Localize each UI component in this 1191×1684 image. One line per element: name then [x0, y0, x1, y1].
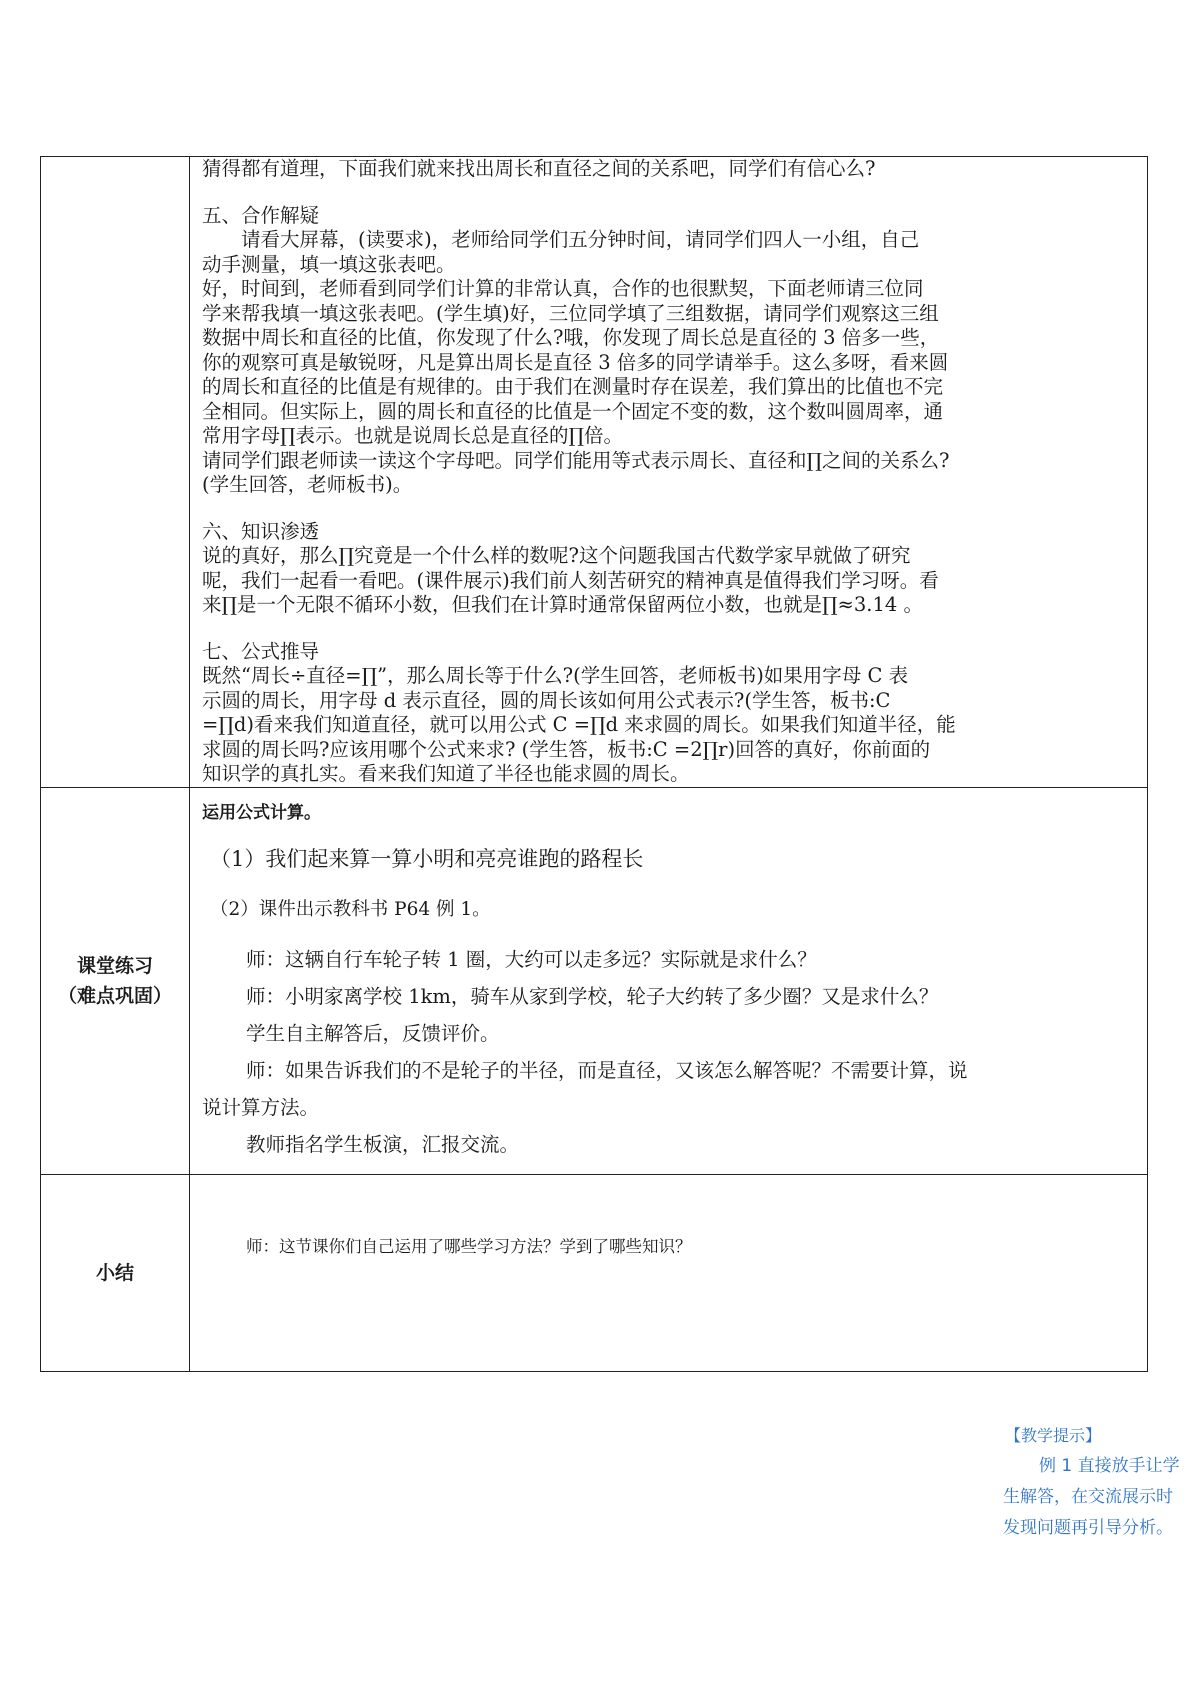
- table-row: [41, 157, 1148, 788]
- summary-text: 师：这节课你们自己运用了哪些学习方法？学到了哪些知识？: [246, 1236, 692, 1256]
- lesson-process-cell: [190, 157, 1148, 788]
- row-label-empty: [41, 157, 190, 788]
- question-2: （2）课件出示教科书 P64 例 1。: [210, 898, 491, 920]
- text-line: 动手测量，填一填这张表吧。: [202, 252, 456, 276]
- tip-heading: 【教学提示】: [1005, 1426, 1102, 1445]
- text-line: 猜得都有道理，下面我们就来找出周长和直径之间的关系吧，同学们有信心么?: [202, 157, 876, 180]
- practice-label: 课堂练习: [76, 954, 153, 977]
- text-line: 请同学们跟老师读一读这个字母吧。同学们能用等式表示周长、直径和∏之间的关系么?: [202, 448, 950, 472]
- table-row: [41, 1174, 1148, 1371]
- summary-cell: [190, 1174, 1148, 1371]
- text-line: 呢，我们一起看一看吧。(课件展示)我们前人刻苦研究的精神真是值得我们学习呀。看: [202, 568, 939, 592]
- text-line: 全相同。但实际上，圆的周长和直径的比值是一个固定不变的数，这个数叫圆周率，通: [202, 399, 944, 423]
- spacer: [202, 182, 1135, 204]
- text-line: (学生回答，老师板书)。: [202, 473, 413, 496]
- text-line: 来∏是一个无限不循环小数，但我们在计算时通常保留两位小数，也就是∏≈3.14 。: [202, 593, 923, 616]
- text-line: 既然“周长÷直径=∏”，那么周长等于什么?(学生回答，老师板书)如果用字母 C 表: [202, 664, 909, 687]
- text-line: 知识学的真扎实。看来我们知道了半径也能求圆的周长。: [202, 762, 690, 785]
- spacer: [202, 498, 1135, 520]
- text-line: 七、公式推导: [202, 639, 320, 663]
- practice-cell: [190, 787, 1148, 1174]
- text-line: 的周长和直径的比值是有规律的。由于我们在测量时存在误差，我们算出的比值也不完: [202, 375, 944, 398]
- teacher-line-1: 师：这辆自行车轮子转 1 圈，大约可以走多远？实际就是求什么？: [246, 947, 817, 971]
- teacher-line-2: 师：小明家离学校 1km，骑车从家到学校，轮子大约转了多少圈？又是求什么？: [246, 984, 939, 1008]
- text-line: 示圆的周长，用字母 d 表示直径，圆的周长该如何用公式表示?(学生答，板书:C: [202, 688, 891, 712]
- question-1: （1）我们起来算一算小明和亮亮谁跑的路程长: [210, 846, 644, 871]
- table-row: [41, 787, 1148, 1174]
- practice-heading: 运用公式计算。: [202, 802, 321, 823]
- teacher-line-4: 教师指名学生板演，汇报交流。: [246, 1132, 520, 1156]
- student-line: 学生自主解答后，反馈评价。: [246, 1021, 500, 1045]
- teacher-line-3-cont: 说计算方法。: [202, 1095, 320, 1119]
- text-line: 数据中周长和直径的比值，你发现了什么?哦，你发现了周长总是直径的 3 倍多一些，: [202, 326, 940, 349]
- teaching-tip: [1003, 1420, 1183, 1544]
- text-line: 五、合作解疑: [202, 203, 320, 227]
- text-line: 求圆的周长吗?应该用哪个公式来求? (学生答，板书:C =2∏r)回答的真好，你前面的: [202, 737, 931, 761]
- text-line: 六、知识渗透: [202, 519, 320, 543]
- text-line: 常用字母∏表示。也就是说周长总是直径的∏倍。: [202, 424, 624, 447]
- row-label-summary: 小结: [41, 1174, 190, 1371]
- lesson-process-text: [202, 157, 1135, 787]
- lesson-plan-table: [40, 156, 1148, 1372]
- practice-sublabel: （难点巩固）: [57, 984, 172, 1007]
- text-line: 说的真好，那么∏究竟是一个什么样的数呢?这个问题我国古代数学家早就做了研究: [202, 544, 911, 567]
- row-label-practice: [41, 787, 190, 1174]
- text-line: 好，时间到，老师看到同学们计算的非常认真，合作的也很默契，下面老师请三位同: [202, 277, 924, 300]
- text-line: 你的观察可真是敏锐呀，凡是算出周长是直径 3 倍多的同学请举手。这么多呀，看来圆: [202, 350, 949, 374]
- text-line: 学来帮我填一填这张表吧。(学生填)好，三位同学填了三组数据，请同学们观察这三组: [202, 301, 939, 325]
- spacer: [202, 618, 1135, 640]
- text-line: 请看大屏幕，(读要求)，老师给同学们五分钟时间，请同学们四人一小组，自己: [202, 228, 920, 251]
- text-line: =∏d)看来我们知道直径，就可以用公式 C =∏d 来求圆的周长。如果我们知道半径，能: [202, 713, 956, 736]
- teacher-line-3: 师：如果告诉我们的不是轮子的半径，而是直径，又该怎么解答呢？不需要计算，说: [246, 1058, 968, 1082]
- tip-body: 例 1 直接放手让学生解答，在交流展示时发现问题再引导分析。: [1003, 1456, 1180, 1538]
